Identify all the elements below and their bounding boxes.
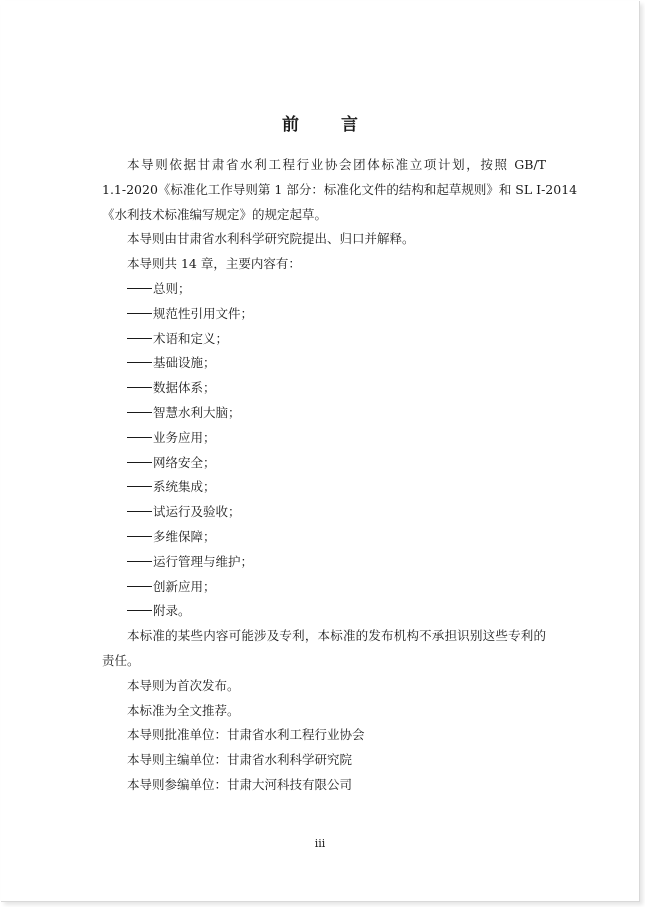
- chief-editor-unit: 本导则主编单位：甘肃省水利科学研究院: [127, 752, 353, 768]
- list-item: [102, 475, 546, 500]
- chapter-label: 运行管理与维护；: [153, 553, 254, 569]
- chapter-label: 多维保障；: [153, 528, 216, 544]
- list-item: [102, 500, 546, 525]
- chapter-label: 术语和定义；: [153, 330, 229, 346]
- dash-mark: [127, 313, 152, 314]
- chapter-label: 总则；: [153, 280, 191, 296]
- patent-paragraph-line-2: 责任。: [102, 652, 140, 668]
- chapter-label: 智慧水利大脑；: [153, 404, 241, 420]
- chapter-label: 网络安全；: [153, 454, 216, 470]
- dash-mark: [127, 288, 152, 289]
- list-item: [102, 376, 546, 401]
- basis-paragraph-line-2: 1.1-2020《标准化工作导则第 1 部分：标准化文件的结构和起草规则》和 SL I-2014: [102, 181, 578, 197]
- list-item: [102, 351, 546, 376]
- chapter-label: 系统集成；: [153, 479, 216, 495]
- chapter-label: 创新应用；: [153, 578, 216, 594]
- basis-paragraph-line-3: 《水利技术标准编写规定》的规定起草。: [102, 206, 328, 222]
- chapter-label: 数据体系；: [153, 380, 216, 396]
- dash-mark: [127, 610, 152, 611]
- chapter-label: 业务应用；: [153, 429, 216, 445]
- list-item: [102, 327, 546, 352]
- list-item: [102, 277, 546, 302]
- dash-mark: [127, 338, 152, 339]
- dash-mark: [127, 586, 152, 587]
- chapters-intro: 本导则共 14 章，主要内容有：: [127, 256, 301, 272]
- chapter-label: 附录。: [153, 603, 191, 619]
- list-item: [102, 451, 546, 476]
- approval-unit: 本导则批准单位：甘肃省水利工程行业协会: [127, 727, 365, 743]
- list-item: [102, 599, 546, 624]
- list-item: [102, 302, 546, 327]
- list-item: [102, 575, 546, 600]
- chapter-label: 基础设施；: [153, 355, 216, 371]
- participating-unit: 本导则参编单位：甘肃大河科技有限公司: [127, 776, 353, 792]
- patent-paragraph-line-1: 本标准的某些内容可能涉及专利，本标准的发布机构不承担识别这些专利的: [127, 628, 546, 644]
- chapter-list: [102, 277, 546, 624]
- list-item: [102, 525, 546, 550]
- dash-mark: [127, 362, 152, 363]
- list-item: [102, 426, 546, 451]
- basis-paragraph-line-1: 本导则依据甘肃省水利工程行业协会团体标准立项计划，按照 GB/T: [127, 157, 546, 172]
- dash-mark: [127, 412, 152, 413]
- chapter-label: 规范性引用文件；: [153, 305, 254, 321]
- dash-mark: [127, 387, 152, 388]
- dash-mark: [127, 462, 152, 463]
- page-title: 前 言: [282, 115, 376, 135]
- document-page: [1, 1, 640, 902]
- list-item: [102, 401, 546, 426]
- page-number: iii: [314, 837, 326, 850]
- proposer-paragraph: 本导则由甘肃省水利科学研究院提出、归口并解释。: [127, 231, 415, 247]
- dash-mark: [127, 561, 152, 562]
- dash-mark: [127, 536, 152, 537]
- dash-mark: [127, 486, 152, 487]
- recommendation-paragraph: 本标准为全文推荐。: [127, 702, 240, 718]
- dash-mark: [127, 511, 152, 512]
- first-release-paragraph: 本导则为首次发布。: [127, 677, 240, 693]
- dash-mark: [127, 437, 152, 438]
- foreword-body: [102, 153, 578, 798]
- chapter-label: 试运行及验收；: [153, 504, 241, 520]
- list-item: [102, 550, 546, 575]
